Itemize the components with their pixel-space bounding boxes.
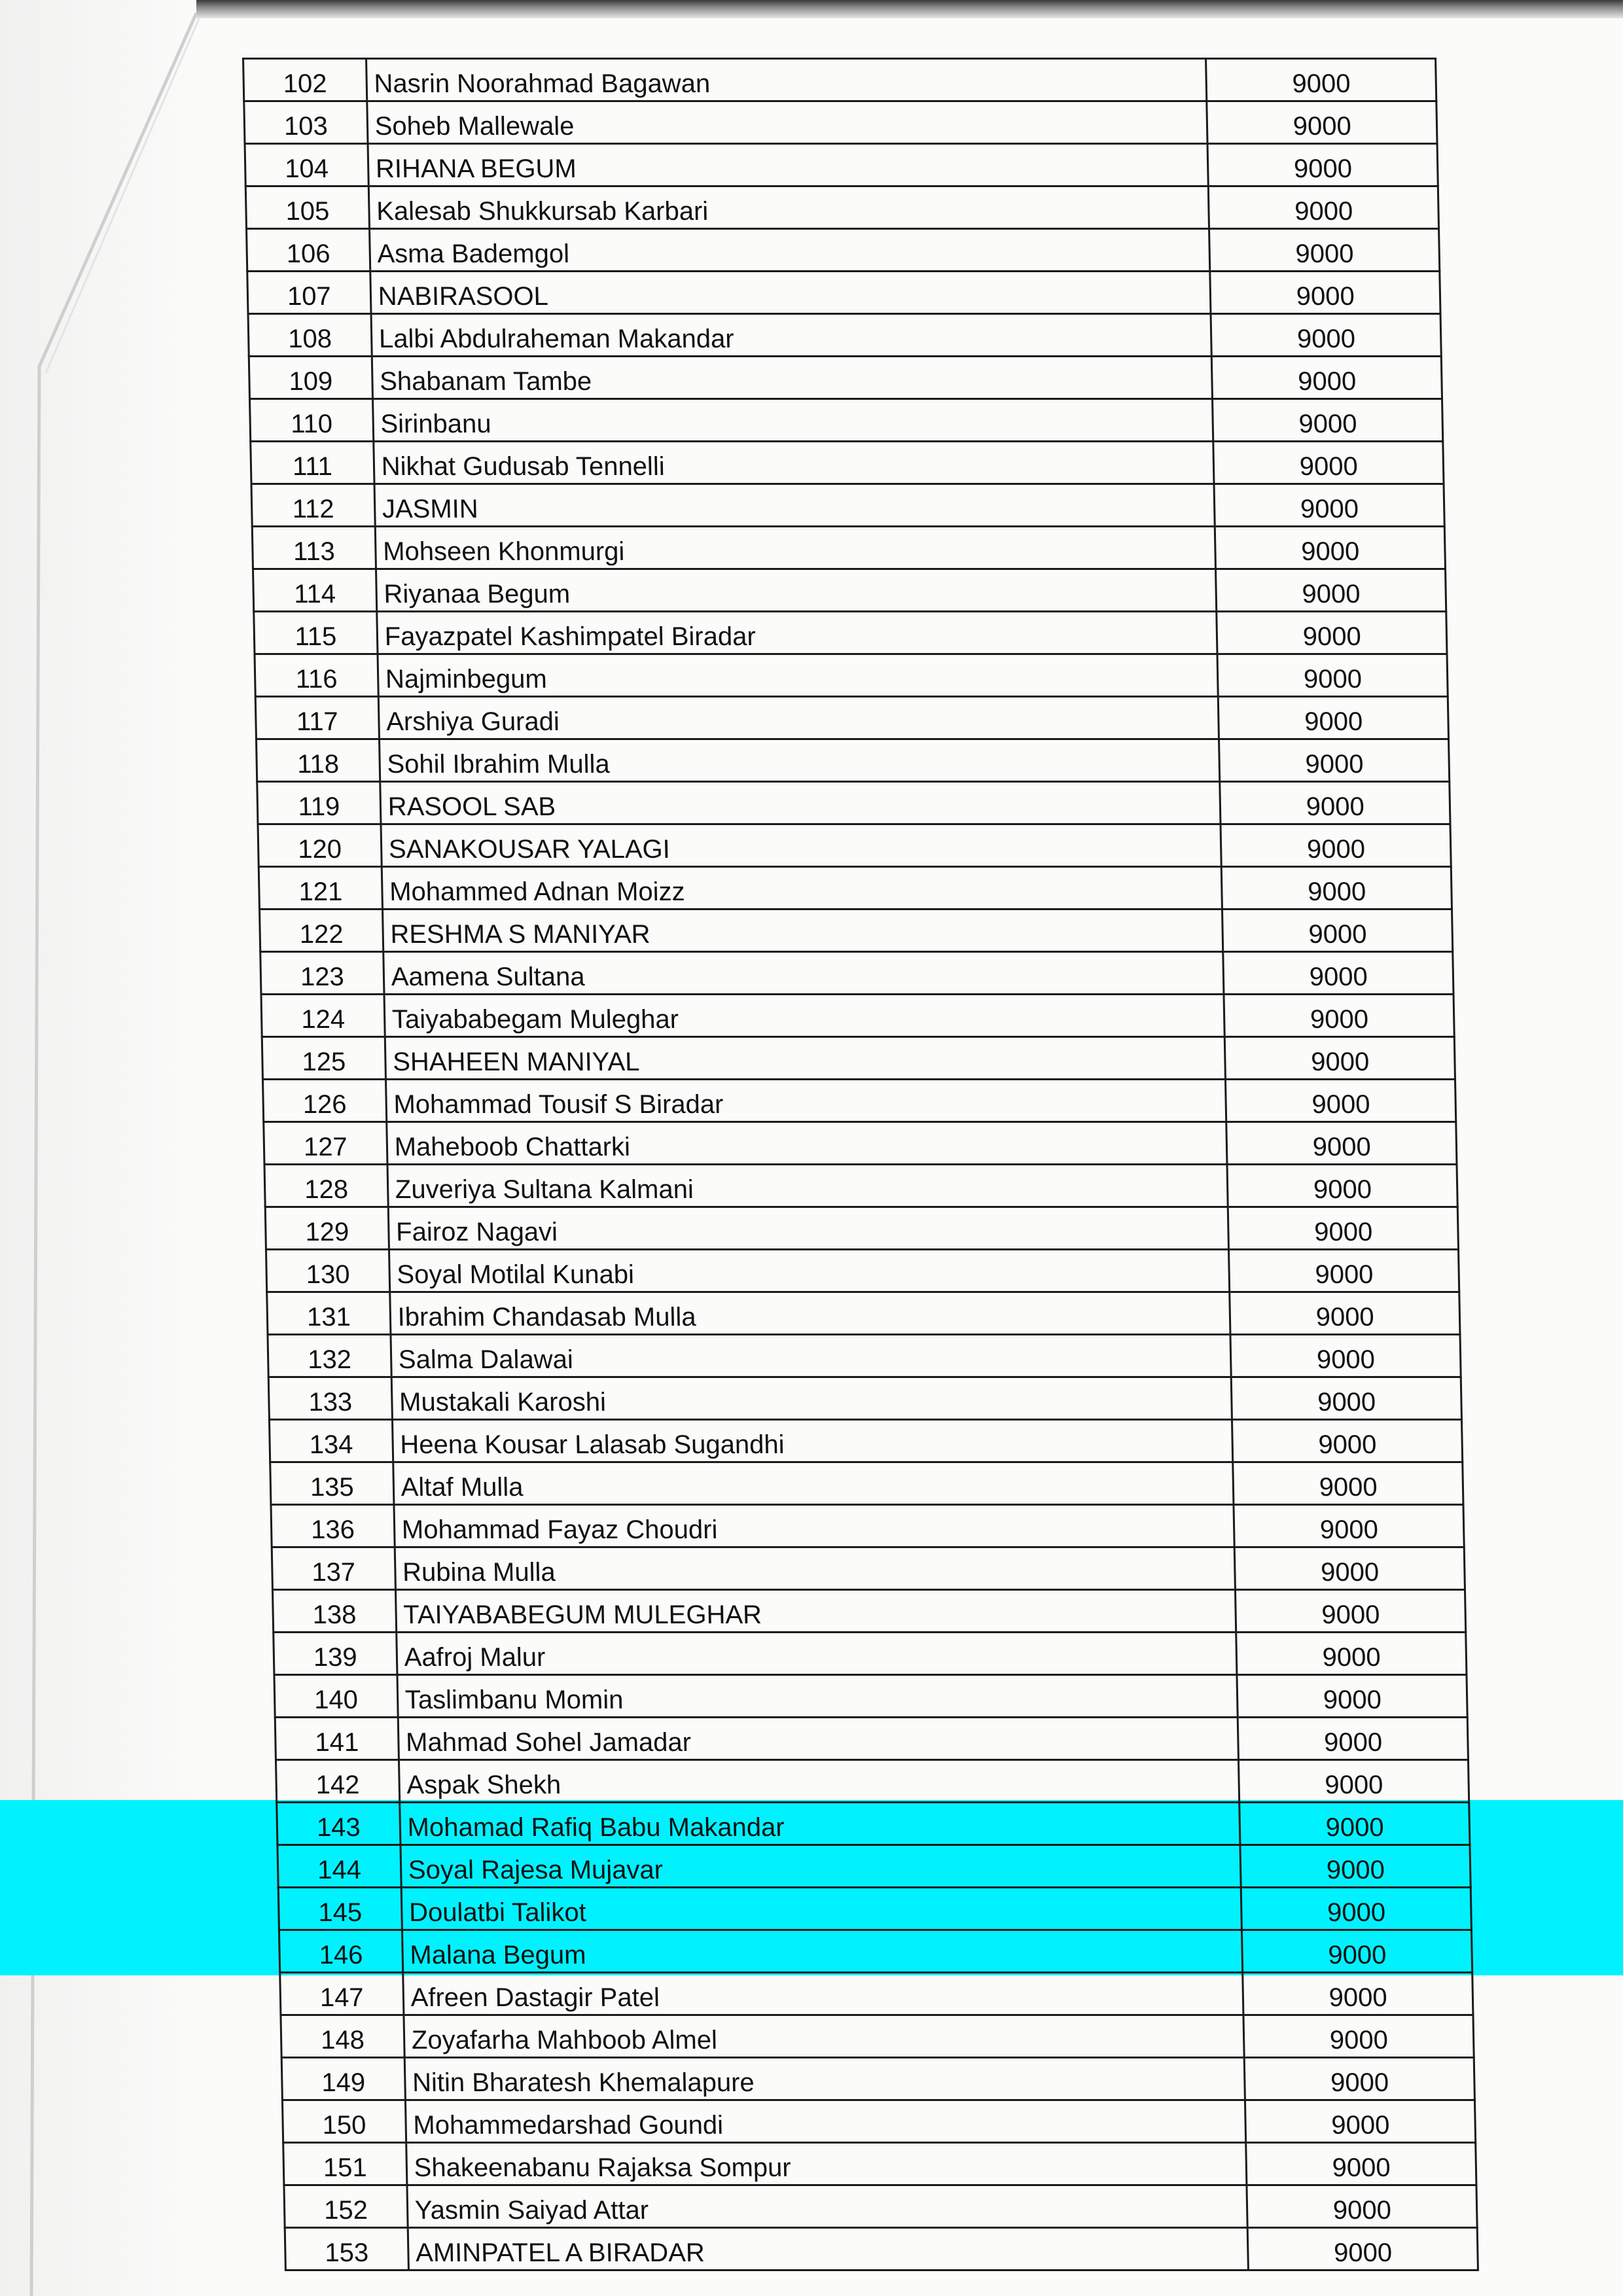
table-row [243,59,1436,101]
table-row [256,739,1449,782]
beneficiary-name-cell: Zoyafarha Mahboob Almel [404,2015,1245,2058]
table-row [245,186,1438,229]
amount-cell: 9000 [1209,229,1440,272]
table-row [255,697,1448,739]
serial-number-cell: 127 [264,1122,387,1165]
table-row [272,1590,1465,1633]
amount-cell: 9000 [1215,527,1446,569]
beneficiary-name-cell: Nasrin Noorahmad Bagawan [366,59,1207,101]
beneficiary-name-cell: Sirinbanu [372,399,1213,442]
table-row [259,867,1452,910]
table-row [283,2143,1476,2185]
table-row [254,612,1447,654]
serial-number-cell: 148 [281,2015,404,2058]
amount-cell: 9000 [1243,2015,1474,2058]
table-row [261,995,1454,1037]
serial-number-cell: 102 [243,59,367,101]
amount-cell: 9000 [1232,1377,1462,1420]
serial-number-cell: 121 [259,867,382,910]
beneficiary-name-cell: Salma Dalawai [391,1335,1232,1377]
beneficiary-name-cell: Yasmin Saiyad Attar [407,2185,1248,2228]
serial-number-cell: 134 [269,1420,393,1462]
beneficiary-name-cell: Sohil Ibrahim Mulla [379,739,1220,782]
table-row [247,272,1440,314]
beneficiary-name-cell: Mohamad Rafiq Babu Makandar [399,1803,1240,1845]
table-row [275,1718,1468,1760]
amount-cell: 9000 [1239,1760,1469,1803]
amount-cell: 9000 [1213,442,1444,484]
serial-number-cell: 126 [262,1080,386,1122]
table-row [260,952,1454,995]
amount-cell: 9000 [1219,739,1450,782]
serial-number-cell: 118 [256,739,380,782]
table-row [249,357,1442,399]
table-row [268,1335,1461,1377]
serial-number-cell: 106 [247,229,370,272]
beneficiary-name-cell: SHAHEEN MANIYAL [385,1037,1226,1080]
serial-number-cell: 108 [248,314,372,357]
amount-cell: 9000 [1207,144,1438,186]
beneficiary-name-cell: RESHMA S MANIYAR [382,910,1223,952]
table-row [247,229,1440,272]
serial-number-cell: 138 [272,1590,396,1633]
beneficiary-name-cell: Soyal Rajesa Mujavar [401,1845,1241,1888]
beneficiary-name-cell: Shakeenabanu Rajaksa Sompur [406,2143,1247,2185]
amount-cell: 9000 [1222,867,1452,910]
amount-cell: 9000 [1233,1462,1463,1505]
beneficiary-name-cell: Arshiya Guradi [378,697,1219,739]
serial-number-cell: 150 [282,2100,406,2143]
serial-number-cell: 144 [277,1845,401,1888]
amount-cell: 9000 [1209,186,1439,229]
table-row [281,2015,1474,2058]
serial-number-cell: 136 [271,1505,395,1547]
table-row [250,399,1443,442]
table-row [262,1080,1455,1122]
beneficiary-name-cell: Taslimbanu Momin [397,1675,1238,1718]
amount-cell: 9000 [1235,1547,1465,1590]
beneficiary-name-cell: Mohammedarshad Goundi [405,2100,1246,2143]
table-row [274,1675,1467,1718]
serial-number-cell: 120 [258,824,382,867]
serial-number-cell: 145 [278,1888,402,1930]
beneficiary-name-cell: Aamena Sultana [383,952,1224,995]
serial-number-cell: 111 [251,442,374,484]
serial-number-cell: 152 [284,2185,408,2228]
beneficiary-name-cell: Zuveriya Sultana Kalmani [387,1165,1228,1207]
amount-cell: 9000 [1229,1250,1459,1292]
amount-cell: 9000 [1243,1973,1473,2015]
amount-cell: 9000 [1232,1420,1463,1462]
amount-cell: 9000 [1221,824,1451,867]
beneficiary-name-cell: JASMIN [374,484,1215,527]
amount-cell: 9000 [1211,314,1441,357]
serial-number-cell: 117 [255,697,379,739]
amount-cell: 9000 [1246,2143,1476,2185]
beneficiary-name-cell: Aafroj Malur [396,1633,1237,1675]
beneficiary-name-cell: Riyanaa Begum [376,569,1217,612]
serial-number-cell: 140 [274,1675,398,1718]
amount-cell: 9000 [1216,569,1446,612]
scan-top-edge [196,0,1623,18]
serial-number-cell: 141 [275,1718,399,1760]
serial-number-cell: 122 [259,910,383,952]
serial-number-cell: 149 [281,2058,405,2100]
serial-number-cell: 139 [274,1633,397,1675]
beneficiary-name-cell: Mohammad Fayaz Choudri [394,1505,1235,1547]
beneficiary-name-cell: Ibrahim Chandasab Mulla [389,1292,1230,1335]
beneficiary-name-cell: Mohseen Khonmurgi [375,527,1216,569]
amount-cell: 9000 [1217,654,1448,697]
serial-number-cell: 146 [279,1930,402,1973]
beneficiary-name-cell: Mahmad Sohel Jamadar [398,1718,1239,1760]
beneficiary-name-cell: Taiyababegam Muleghar [384,995,1225,1037]
serial-number-cell: 125 [262,1037,385,1080]
beneficiary-name-cell: Shabanam Tambe [372,357,1213,399]
amount-cell: 9000 [1223,952,1454,995]
serial-number-cell: 128 [264,1165,388,1207]
serial-number-cell: 151 [283,2143,407,2185]
serial-number-cell: 147 [280,1973,404,2015]
amount-cell: 9000 [1236,1633,1467,1675]
serial-number-cell: 110 [250,399,374,442]
amount-cell: 9000 [1217,612,1447,654]
amount-cell: 9000 [1238,1718,1469,1760]
table-row [262,1037,1455,1080]
amount-cell: 9000 [1219,697,1449,739]
amount-cell: 9000 [1236,1590,1466,1633]
beneficiary-name-cell: Fairoz Nagavi [388,1207,1229,1250]
serial-number-cell: 123 [260,952,384,995]
beneficiary-name-cell: RASOOL SAB [380,782,1221,824]
serial-number-cell: 131 [267,1292,391,1335]
amount-cell: 9000 [1214,484,1444,527]
table-row [277,1803,1470,1845]
beneficiary-name-cell: Asma Bademgol [369,229,1210,272]
serial-number-cell: 132 [268,1335,391,1377]
amount-cell: 9000 [1225,1037,1455,1080]
beneficiary-name-cell: Nikhat Gudusab Tennelli [373,442,1214,484]
serial-number-cell: 116 [255,654,378,697]
serial-number-cell: 133 [268,1377,392,1420]
beneficiary-name-cell: Heena Kousar Lalasab Sugandhi [392,1420,1233,1462]
beneficiary-name-cell: Soheb Mallewale [366,101,1207,144]
amount-cell: 9000 [1228,1207,1459,1250]
amount-cell: 9000 [1240,1803,1470,1845]
table-row [268,1377,1461,1420]
beneficiary-name-cell: Maheboob Chattarki [386,1122,1227,1165]
beneficiary-table-body [243,59,1478,2270]
beneficiary-name-cell: Kalesab Shukkursab Karbari [368,186,1209,229]
table-row [258,824,1451,867]
beneficiary-name-cell: NABIRASOOL [370,272,1211,314]
table-row [281,2058,1474,2100]
beneficiary-name-cell: Aspak Shekh [399,1760,1240,1803]
amount-cell: 9000 [1207,101,1437,144]
serial-number-cell: 119 [257,782,381,824]
serial-number-cell: 109 [249,357,372,399]
table-row [277,1845,1471,1888]
table-row [276,1760,1469,1803]
table-row [264,1165,1457,1207]
serial-number-cell: 114 [253,569,377,612]
amount-cell: 9000 [1210,272,1440,314]
amount-cell: 9000 [1248,2228,1478,2270]
beneficiary-name-cell: Soyal Motilal Kunabi [389,1250,1230,1292]
table-row [265,1207,1458,1250]
table-row [264,1122,1457,1165]
beneficiary-name-cell: RIHANA BEGUM [368,144,1209,186]
table-row [284,2185,1477,2228]
table-row [257,782,1450,824]
amount-cell: 9000 [1226,1080,1456,1122]
amount-cell: 9000 [1227,1165,1457,1207]
table-row [251,484,1444,527]
table-row [278,1888,1471,1930]
table-row [255,654,1448,697]
table-row [259,910,1452,952]
table-row [272,1547,1465,1590]
beneficiary-table [242,58,1479,2271]
beneficiary-name-cell: Lalbi Abdulraheman Makandar [371,314,1212,357]
amount-cell: 9000 [1234,1505,1464,1547]
table-row [271,1505,1464,1547]
amount-cell: 9000 [1237,1675,1467,1718]
beneficiary-name-cell: Altaf Mulla [393,1462,1234,1505]
beneficiary-name-cell: Malana Begum [402,1930,1243,1973]
serial-number-cell: 104 [245,144,368,186]
table-row [244,101,1437,144]
table-row [245,144,1438,186]
serial-number-cell: 143 [277,1803,401,1845]
serial-number-cell: 105 [245,186,369,229]
serial-number-cell: 129 [265,1207,389,1250]
table-row [248,314,1441,357]
beneficiary-name-cell: Najminbegum [378,654,1219,697]
table-row [267,1292,1460,1335]
amount-cell: 9000 [1245,2058,1475,2100]
beneficiary-name-cell: AMINPATEL A BIRADAR [408,2228,1249,2270]
serial-number-cell: 103 [244,101,368,144]
table-row [280,1973,1473,2015]
amount-cell: 9000 [1230,1335,1461,1377]
table-row [266,1250,1459,1292]
amount-cell: 9000 [1245,2100,1476,2143]
beneficiary-name-cell: Fayazpatel Kashimpatel Biradar [376,612,1217,654]
serial-number-cell: 137 [272,1547,395,1590]
serial-number-cell: 130 [266,1250,389,1292]
serial-number-cell: 153 [285,2228,408,2270]
amount-cell: 9000 [1247,2185,1477,2228]
table-row [253,569,1446,612]
serial-number-cell: 135 [270,1462,394,1505]
beneficiary-name-cell: Mohammad Tousif S Biradar [385,1080,1226,1122]
amount-cell: 9000 [1222,910,1453,952]
amount-cell: 9000 [1213,399,1443,442]
amount-cell: 9000 [1230,1292,1460,1335]
amount-cell: 9000 [1220,782,1450,824]
amount-cell: 9000 [1240,1845,1471,1888]
serial-number-cell: 115 [254,612,378,654]
amount-cell: 9000 [1226,1122,1457,1165]
table-row [270,1462,1463,1505]
beneficiary-name-cell: Mohammed Adnan Moizz [382,867,1222,910]
amount-cell: 9000 [1224,995,1454,1037]
beneficiary-name-cell: SANAKOUSAR YALAGI [381,824,1222,867]
serial-number-cell: 142 [276,1760,399,1803]
serial-number-cell: 112 [251,484,375,527]
amount-cell: 9000 [1212,357,1442,399]
beneficiary-name-cell: Mustakali Karoshi [391,1377,1232,1420]
serial-number-cell: 113 [252,527,376,569]
table-row [285,2228,1478,2270]
beneficiary-name-cell: TAIYABABEGUM MULEGHAR [395,1590,1236,1633]
amount-cell: 9000 [1242,1930,1472,1973]
amount-cell: 9000 [1241,1888,1472,1930]
beneficiary-name-cell: Nitin Bharatesh Khemalapure [404,2058,1245,2100]
table-row [282,2100,1475,2143]
amount-cell: 9000 [1206,59,1436,101]
serial-number-cell: 107 [247,272,371,314]
table-row [252,527,1445,569]
serial-number-cell: 124 [261,995,385,1037]
beneficiary-name-cell: Doulatbi Talikot [401,1888,1242,1930]
table-row [279,1930,1472,1973]
table-row [274,1633,1467,1675]
beneficiary-name-cell: Rubina Mulla [395,1547,1236,1590]
table-row [269,1420,1462,1462]
table-row [251,442,1444,484]
beneficiary-name-cell: Afreen Dastagir Patel [402,1973,1243,2015]
